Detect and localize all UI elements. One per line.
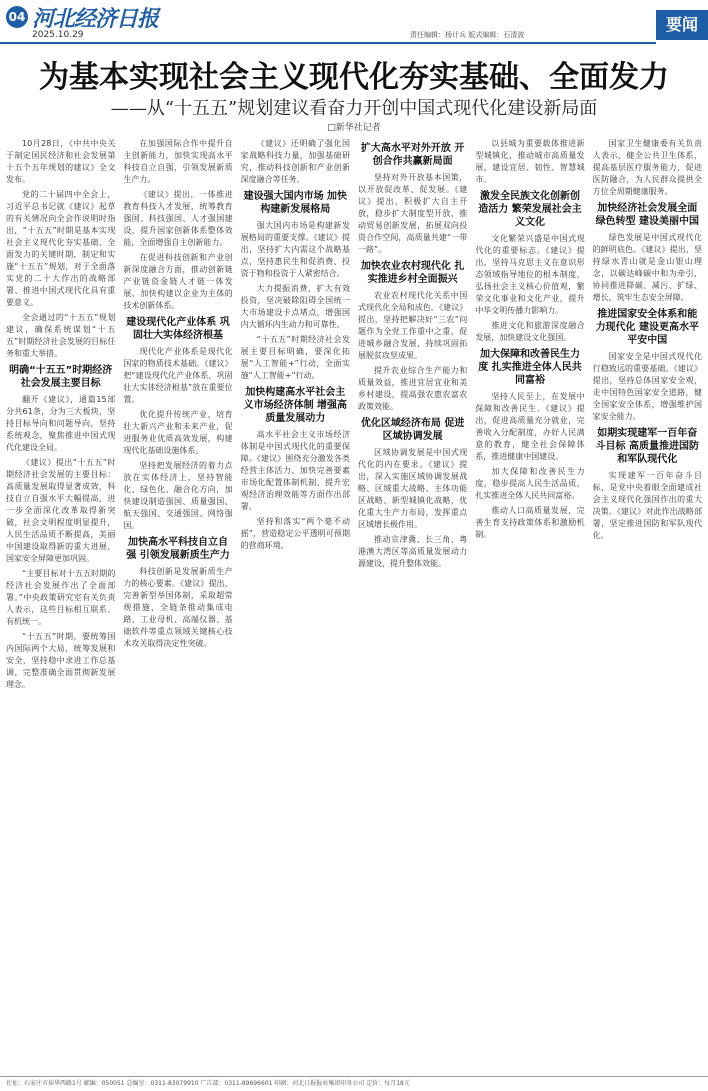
body-paragraph: 提升农业综合生产能力和质量效益，推进宜居宜业和美乡村建设，提高强农惠农富农政策效能。 (357, 366, 468, 411)
section-subheading: 扩大高水平对外开放 开创合作共赢新局面 (360, 143, 465, 167)
body-paragraph: 坚持和落实“两个毫不动摇”，营造稳定公平透明可预期的营商环境。 (240, 517, 350, 550)
body-paragraph: 在促进科技创新和产业创新深度融合方面，推动创新链产业链资金链人才链一体发展，加快构建以企业为主体的技术创新体系。 (123, 253, 233, 310)
section-subheading: 如期实现建军一百年奋斗目标 高质量推进国防和军队现代化 (595, 428, 700, 465)
article-byline: □新华社记者 (327, 123, 381, 133)
body-paragraph: 以县城为重要载体推进新型城镇化，推动城市高质量发展，建设宜居、韧性、智慧城市。 (475, 139, 585, 184)
body-paragraph: 翻开《建议》，通篇15部分共61条，分为三大板块，坚持目标导向和问题导向，坚持系统观念，聚焦推进中国式现代化建设全局。 (6, 395, 116, 452)
article-body (6, 138, 702, 1058)
page-footer: 社址：石家庄市裕华西路1号 邮编：050051 总编室：0311-83079910 广告部：0311-89696601 印刷：河北日报报业集团印务公司 定价：每月18元 (0, 1076, 708, 1091)
body-paragraph: 现代化产业体系是现代化国家的物质技术基础。《建议》把“建设现代化产业体系，巩固壮大实体经济根基”放在重要位置。 (123, 347, 233, 404)
section-subheading: 建设强大国内市场 加快构建新发展格局 (243, 191, 348, 215)
body-paragraph: 强大国内市场是构建新发展格局的重要支撑。《建议》提出，坚持扩大内需这个战略基点，坚持惠民生和促消费、投资于物和投资于人紧密结合。 (240, 221, 350, 278)
newspaper-masthead: 河北经济日报 (32, 6, 159, 32)
section-subheading: 优化区域经济布局 促进区域协调发展 (360, 418, 465, 442)
article-headline: 为基本实现社会主义现代化夯实基础、全面发力 (39, 60, 669, 95)
body-paragraph: 加大保障和改善民生力度，稳步提高人民生活品质，扎实推进全体人民共同富裕。 (475, 467, 585, 500)
body-paragraph: 大力提振消费，扩大有效投资，坚决破除阻碍全国统一大市场建设卡点堵点，增强国内大循环内生动力和可靠性。 (240, 284, 350, 329)
body-paragraph: 《建议》提出，一体推进教育科技人才发展，统筹教育强国、科技强国、人才强国建设，提升国家创新体系整体效能，全面增强自主创新能力。 (123, 190, 233, 247)
page-number-badge: 04 (6, 6, 28, 28)
body-paragraph: 10月28日，《中共中央关于制定国民经济和社会发展第十五个五年规划的建议》全文发布。 (6, 139, 116, 184)
section-subheading: 加快经济社会发展全面绿色转型 建设美丽中国 (595, 203, 700, 227)
section-subheading: 加快农业农村现代化 扎实推进乡村全面振兴 (360, 261, 465, 285)
body-paragraph: “十五五”时期，要统筹国内国际两个大局，统筹发展和安全，坚持稳中求进工作总基调，完整准确全面贯彻新发展理念。 (6, 632, 116, 689)
body-paragraph: 推动京津冀、长三角、粤港澳大湾区等高质量发展动力源建设，提升整体效能。 (357, 535, 468, 568)
body-paragraph: 区域协调发展是中国式现代化的内在要求。《建议》提出，深入实施区域协调发展战略、区域重大战略、主体功能区战略、新型城镇化战略，优化重大生产力布局，发挥重点区域增长极作用。 (357, 448, 468, 529)
body-paragraph: 坚持人民至上，在发展中保障和改善民生。《建议》提出，促进高质量充分就业，完善收入分配制度，办好人民满意的教育，健全社会保障体系，推进健康中国建设。 (475, 392, 585, 461)
body-paragraph: 高水平社会主义市场经济体制是中国式现代化的重要保障。《建议》围绕充分激发各类经营主体活力、加快完善要素市场化配置体制机制、提升宏观经济治理效能等方面作出部署。 (240, 430, 350, 511)
issue-date: 2025.10.29 (32, 30, 84, 40)
body-paragraph: 《建议》还明确了强化国家战略科技力量，加强基础研究，推动科技创新和产业创新深度融合等任务。 (240, 139, 350, 184)
body-paragraph: 文化繁荣兴盛是中国式现代化的重要标志。《建议》提出，坚持马克思主义在意识形态领域指导地位的根本制度，弘扬社会主义核心价值观，繁荣文化事业和文化产业，提升中华文明传播力影响力。 (475, 234, 585, 315)
body-paragraph: 优化提升传统产业，培育壮大新兴产业和未来产业，促进服务业优质高效发展，构建现代化基础设施体系。 (123, 410, 233, 455)
body-paragraph: 坚持把发展经济的着力点放在实体经济上，坚持智能化、绿色化、融合化方向，加快建设制造强国、质量强国、航天强国、交通强国、网络强国。 (123, 461, 233, 530)
section-subheading: 激发全民族文化创新创造活力 繁荣发展社会主义文化 (478, 191, 582, 228)
body-paragraph: 坚持对外开放基本国策，以开放促改革、促发展。《建议》提出，积极扩大自主开放，稳步扩大制度型开放，推动贸易创新发展，拓展双向投资合作空间，高质量共建“一带一路”。 (357, 173, 468, 254)
body-paragraph: “十五五”时期经济社会发展主要目标明确，要深化拓展“人工智能+”行动，全面实施“人工智能+”行动。 (240, 335, 350, 380)
body-paragraph: “主要目标对十五五时期的经济社会发展作出了全面部署。”中央政策研究室有关负责人表示，这些目标相互联系、有机统一。 (6, 569, 116, 626)
body-paragraph: 党的二十届四中全会上，习近平总书记就《建议》起草的有关情况向全会作说明时指出，“十五五”时期是基本实现社会主义现代化夯实基础、全面发力的关键时期，制定和实施“十五五”规划，对于全面落实党的二十大作出的战略部署、推进中国式现代化具有重要意义。 (6, 190, 116, 307)
section-tag: 要闻 (656, 10, 708, 40)
body-paragraph: 科技创新是发展新质生产力的核心要素。《建议》提出，完善新型举国体制，采取超常规措施，全链条推动集成电路、工业母机、高端仪器、基础软件等重点领域关键核心技术攻关取得决定性突破。 (123, 567, 233, 648)
body-paragraph: 实现建军一百年奋斗目标，是党中央着眼全面建成社会主义现代化强国作出的重大决策。《建议》对此作出战略部署，坚定推进国防和军队现代化。 (592, 471, 702, 540)
section-subheading: 建设现代化产业体系 巩固壮大实体经济根基 (126, 317, 230, 341)
body-paragraph: 国家卫生健康委有关负责人表示，健全公共卫生体系，提高基层医疗服务能力，促进医防融合，为人民群众提供全方位全周期健康服务。 (592, 139, 702, 196)
article-subheadline: ——从“十五五”规划建议看奋力开创中国式现代化建设新局面 (110, 98, 598, 119)
body-paragraph: 绿色发展是中国式现代化的鲜明底色。《建议》提出，坚持绿水青山就是金山银山理念，以碳达峰碳中和为牵引，协同推进降碳、减污、扩绿、增长，筑牢生态安全屏障。 (592, 233, 702, 302)
article-column (593, 138, 702, 1058)
body-paragraph: 《建议》提出“十五五”时期经济社会发展的主要目标：高质量发展取得显著成效，科技自立自强水平大幅提高，进一步全面深化改革取得新突破，社会文明程度明显提升，人民生活品质不断提高，美丽中国建设取得新的重大进展，国家安全屏障更加巩固。 (6, 458, 116, 563)
section-subheading: 推进国家安全体系和能力现代化 建设更高水平平安中国 (595, 309, 700, 346)
body-paragraph: 推动人口高质量发展，完善生育支持政策体系和激励机制。 (475, 506, 585, 539)
section-subheading: 加大保障和改善民生力度 扎实推进全体人民共同富裕 (478, 349, 582, 386)
section-subheading: 明确“十五五”时期经济社会发展主要目标 (9, 365, 113, 389)
body-paragraph: 推进文化和旅游深度融合发展，加快建设文化强国。 (475, 321, 585, 342)
body-paragraph: 农业农村现代化关系中国式现代化全局和成色。《建议》提出，坚持把解决好“三农”问题作为全党工作重中之重，促进城乡融合发展，持续巩固拓展脱贫攻坚成果。 (357, 291, 468, 360)
page-header (0, 0, 708, 48)
article-column (475, 138, 584, 1058)
section-subheading: 加快构建高水平社会主义市场经济体制 增强高质量发展动力 (243, 387, 348, 424)
article-column (123, 138, 232, 1058)
body-paragraph: 全会通过的“十五五”规划建议，确保系统谋划“十五五”时期经济社会发展的目标任务和重大举措。 (6, 313, 116, 358)
article-column (241, 138, 350, 1058)
article-column (6, 138, 115, 1058)
article-column (358, 138, 467, 1058)
section-subheading: 加快高水平科技自立自强 引领发展新质生产力 (126, 537, 230, 561)
body-paragraph: 国家安全是中国式现代化行稳致远的重要基础。《建议》提出，坚持总体国家安全观，走中国特色国家安全道路，健全国家安全体系，增强维护国家安全能力。 (592, 352, 702, 421)
body-paragraph: 在加强国际合作中提升自主创新能力，加快实现高水平科技自立自强，引领发展新质生产力。 (123, 139, 233, 184)
editor-credits: 责任编辑：杨计兵 版式编辑：石清波 (410, 31, 525, 39)
header-rule (0, 42, 656, 44)
